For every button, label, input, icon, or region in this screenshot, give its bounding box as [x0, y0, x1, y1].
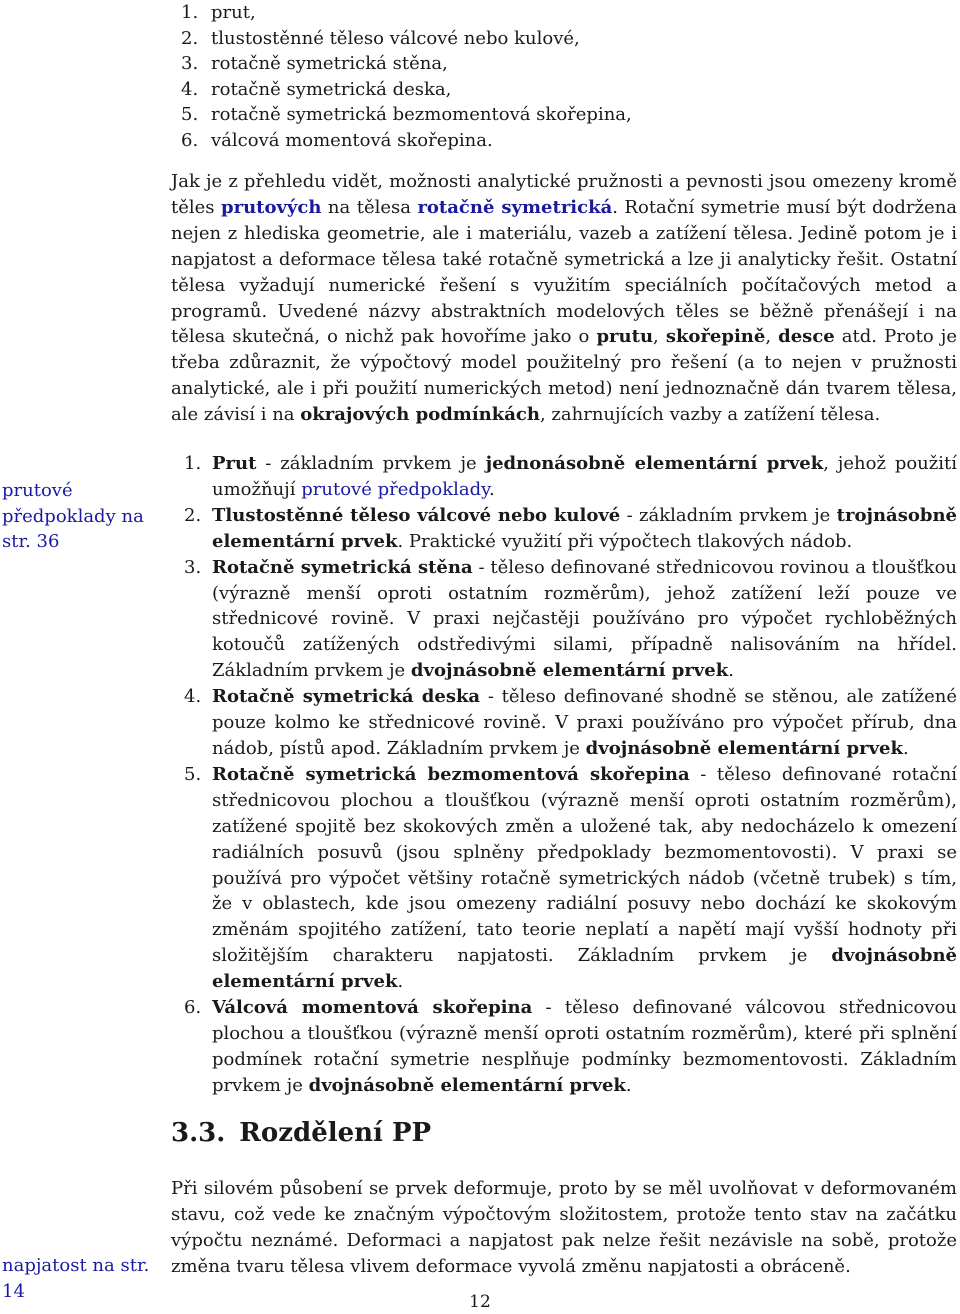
- intro-paragraph: Jak je z přehledu vidět, možnosti analytické pružnosti a pevnosti jsou omezeny kromě těles prutových na tělesa rotačně symetrická. Rotační symetrie musí být dodržena nejen z hlediska geometrie, ale i materiálu, vazeb a zatížení tělesa. Jedině potom je i napjatost a deformace tělesa také rotačně symetrická a lze ji analyticky řešit. Ostatní tělesa vyžadují numerické řešení s využitím speciálních počítačových metod a programů. Uvedené názvy abstraktních modelových těles se běžně přenášejí i na tělesa skutečná, o nichž pak hovoříme jako o prutu, skořepině, desce atd. Proto je třeba zdůraznit, že výpočtový model použitelný pro řešení (a to nejen v pružnosti analytické, ale i při použití numerických metod) není jednoznačně dán tvarem tělesa, ale závisí i na okrajových podmínkách, zahrnujících vazby a zatížení tělesa.: [171, 171, 957, 426]
- list-item: 2. Tlustostěnné těleso válcové nebo kulové - základním prvkem je trojnásobně elementární prvek. Praktické využití při výpočtech tlakových nádob.: [184, 504, 957, 552]
- margin-note-link[interactable]: napjatost na str. 14: [2, 1255, 150, 1302]
- element-definitions-list: [171, 451, 957, 1099]
- section-paragraph: Při silovém působení se prvek deformuje, proto by se měl uvolňovat v deformovaném stavu, což vede ke značným výpočtovým složitostem, protože tento stav na začátku výpočtu neznámé. Deformaci a napjatost pak nelze řešit nezávisle na sobě, protože změna tvaru tělesa vlivem deformace vyvolá změnu napjatosti a obráceně.: [171, 1178, 957, 1277]
- list-item: 1. Prut - základním prvkem je jednonásobně elementární prvek, jehož použití umožňují prutové předpoklady.: [184, 453, 958, 500]
- list-item: 3. Rotačně symetrická stěna - těleso definované střednicovou rovinou a tloušťkou (výrazně menší oproti ostatním rozměrům), jehož zatížení leží pouze ve střednicové rovině. V praxi nejčastěji používáno pro výpočet rychloběžných kotoučů zatížených odstředivými silami, případně nalisováním na hřídel. Základním prvkem je dvojnásobně elementární prvek.: [184, 556, 957, 682]
- page-number: 12: [469, 1292, 491, 1312]
- list-item: 6. válcová momentová skořepina.: [181, 129, 493, 151]
- list-item: 4. rotačně symetrická deska,: [181, 78, 452, 100]
- list-item: 5. rotačně symetrická bezmomentová skořepina,: [181, 104, 632, 126]
- list-item: 2. tlustostěnné těleso válcové nebo kulové,: [181, 27, 580, 49]
- list-item: 6. Válcová momentová skořepina - těleso definované válcovou střednicovou plochou a tloušťkou (výrazně menší oproti ostatním rozměrům), které při splnění podmínek rotační symetrie nesplňuje podmínky bezmomentovosti. Základním prvkem je dvojnásobně elementární prvek.: [184, 997, 957, 1096]
- list-item: 1. prut,: [181, 2, 256, 23]
- list-item: 4. Rotačně symetrická deska - těleso definované shodně se stěnou, ale zatížené pouze kolmo ke střednicové rovině. V praxi používáno pro výpočet přírub, dna nádob, pístů apod. Základním prvkem je dvojnásobně elementární prvek.: [184, 686, 957, 759]
- section-heading: 3.3. Rozdělení PP: [171, 1118, 432, 1148]
- link-prutovych[interactable]: prutových: [221, 196, 322, 218]
- list-item: 3. rotačně symetrická stěna,: [181, 53, 448, 75]
- list-item: 5. Rotačně symetrická bezmomentová skořepina - těleso definované rotační střednicovou plochou a tloušťkou (výrazně menší oproti ostatním rozměrům), zatížené spojitě bez skokových změn a uložené tak, aby nedocházelo k omezení radiálních posuvů (jsou splněny předpoklady bezmomentovosti). V praxi se používá pro výpočet většiny rotačně symetrických nádob (včetně trubek) s tím, že v oblastech, kde jsou omezeny radiální posuvy nebo dochází ke skokovým změnám spojitého zatížení, tato teorie neplatí a napětí mají vyšší hodnoty při složitějším charakteru napjatosti. Základním prvkem je dvojnásobně elementární prvek.: [184, 763, 957, 993]
- margin-note-link[interactable]: prutové předpoklady na str. 36: [2, 480, 144, 552]
- top-list: [181, 0, 632, 154]
- link-prutove-predpoklady[interactable]: prutové předpoklady: [301, 478, 489, 500]
- link-rotacne-symetricka[interactable]: rotačně symetrická: [417, 196, 613, 218]
